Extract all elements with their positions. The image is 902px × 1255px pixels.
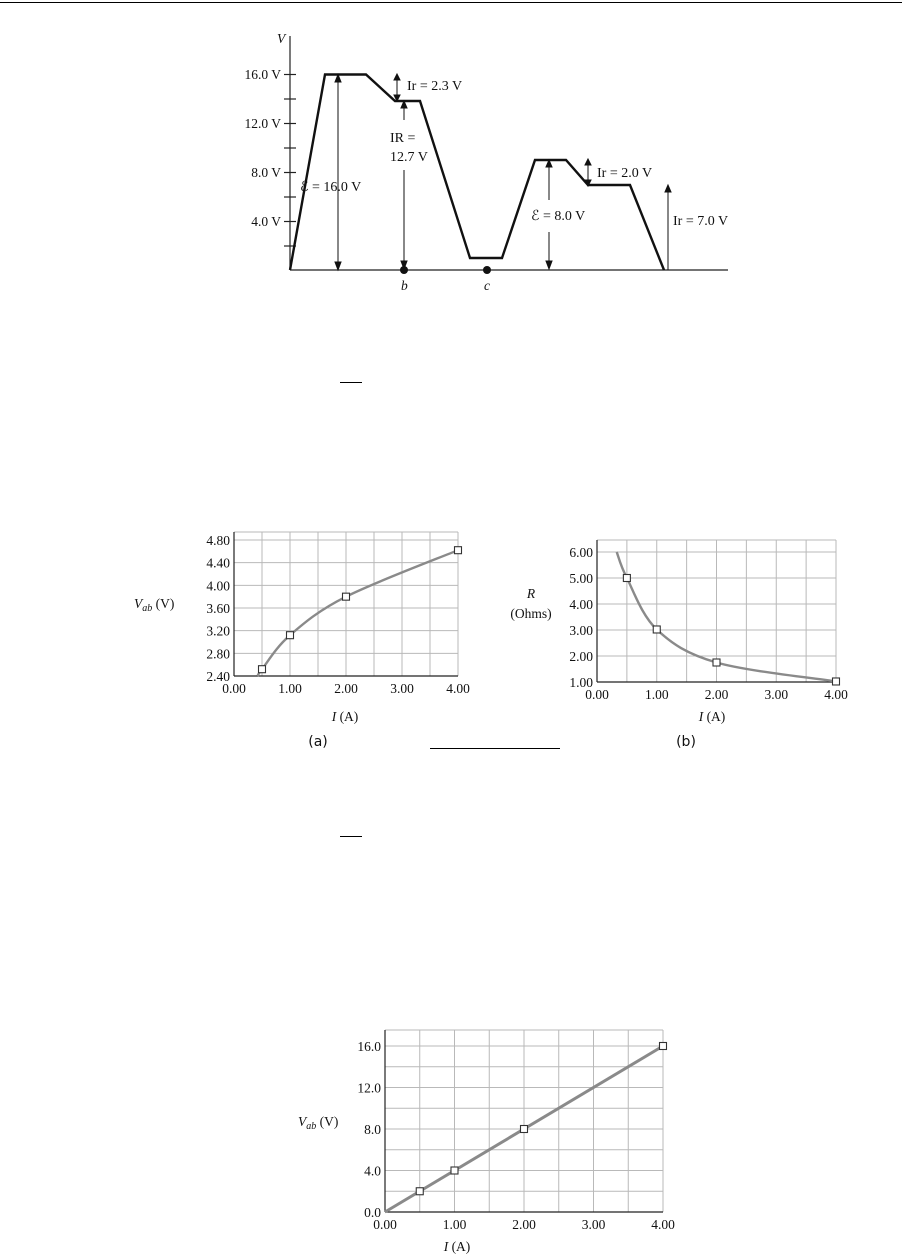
chart-b-y-label-unit: (Ohms) [510, 606, 552, 621]
point-c-label: c [484, 278, 490, 293]
chart-c [298, 1030, 675, 1254]
chart-c-grid [385, 1030, 663, 1212]
y-tick-label: 4.0 [364, 1163, 381, 1179]
data-point-marker [451, 1167, 458, 1174]
y-tick-label: 2.40 [206, 669, 230, 684]
chart-b [510, 540, 848, 750]
chart-a-fit-curve [258, 550, 459, 676]
data-point-marker [660, 1043, 667, 1050]
annotation-emf-1: ℰ = 16.0 V [300, 180, 362, 195]
y-tick-label: 16.0 [357, 1039, 381, 1054]
data-point-marker [259, 666, 266, 673]
data-point-marker [653, 626, 660, 633]
x-tick-label: 0.00 [222, 681, 246, 696]
annotation-ir-value: 12.7 V [390, 150, 428, 165]
x-tick-label: 1.00 [278, 681, 302, 696]
x-tick-label: 4.00 [446, 681, 470, 696]
y-tick-label: 4.40 [206, 555, 230, 571]
annotation-ir-2: Ir = 2.0 V [597, 166, 653, 181]
y-tick-label: 12.0 [357, 1080, 381, 1096]
y-tick-label: 8.0 [364, 1122, 381, 1137]
y-tick-label: 4.00 [569, 597, 593, 612]
y-tick-label: 2.00 [569, 649, 593, 664]
y-tick-label: 1.00 [569, 675, 593, 690]
chart-a-y-label: $V_{ab}$ (V) [134, 596, 175, 614]
x-tick-label: 4.00 [651, 1217, 675, 1232]
chart-a-panel-label: (a) [308, 734, 328, 750]
chart-a-grid [234, 532, 458, 676]
chart-b-x-label: I (A) [698, 709, 726, 724]
potential-diagram [244, 31, 728, 293]
y-tick-label: 5.00 [569, 571, 593, 586]
y-tick-label: 3.20 [206, 623, 230, 639]
y-tick-label: 6.00 [569, 545, 593, 560]
x-tick-label: 2.00 [334, 681, 358, 696]
x-tick-label: 3.00 [764, 687, 789, 702]
x-tick-label: 2.00 [512, 1217, 536, 1232]
annotation-emf-2: ℰ = 8.0 V [531, 209, 586, 224]
chart-c-y-label: $V_{ab}$ (V) [298, 1114, 339, 1132]
annotation-ir-1: Ir = 2.3 V [407, 79, 463, 94]
y-tick-label: 12.0 V [244, 116, 281, 131]
point-b-label: b [401, 278, 408, 293]
y-tick-label: 4.80 [206, 533, 230, 548]
chart-c-x-label: I (A) [443, 1239, 471, 1254]
chart-b-y-label: R [526, 586, 536, 601]
x-tick-label: 3.00 [390, 681, 414, 696]
data-point-marker [623, 575, 630, 582]
y-tick-label: 2.80 [206, 646, 230, 662]
data-point-marker [833, 678, 840, 685]
y-tick-label: 3.60 [206, 601, 230, 616]
annotation-ir-3: Ir = 7.0 V [673, 214, 729, 229]
data-point-marker [416, 1188, 423, 1195]
x-tick-label: 3.00 [581, 1217, 606, 1232]
data-point-marker [521, 1126, 528, 1133]
x-tick-label: 0.00 [373, 1217, 397, 1232]
x-tick-label: 1.00 [442, 1217, 467, 1232]
data-point-marker [343, 593, 350, 600]
x-tick-label: 1.00 [644, 687, 669, 702]
x-tick-label: 2.00 [704, 687, 729, 702]
point-c-marker [483, 266, 491, 274]
data-point-marker [455, 547, 462, 554]
y-tick-label: 8.0 V [251, 165, 281, 180]
y-tick-label: 3.00 [569, 623, 593, 638]
chart-b-fit-curve [617, 552, 836, 682]
y-axis-label: V [277, 31, 286, 46]
data-point-marker [287, 632, 294, 639]
x-tick-label: 4.00 [824, 687, 848, 702]
y-tick-label: 4.00 [206, 578, 230, 594]
y-tick-label: 0.0 [364, 1205, 381, 1220]
chart-a [134, 532, 470, 750]
y-tick-label: 16.0 V [244, 67, 281, 82]
data-point-marker [713, 659, 720, 666]
annotation-ir-lead: IR = [390, 131, 416, 146]
x-tick-label: 0.00 [585, 687, 609, 702]
y-tick-label: 4.0 V [251, 214, 281, 229]
chart-b-panel-label: (b) [676, 734, 696, 750]
chart-a-x-label: I (A) [331, 709, 359, 724]
